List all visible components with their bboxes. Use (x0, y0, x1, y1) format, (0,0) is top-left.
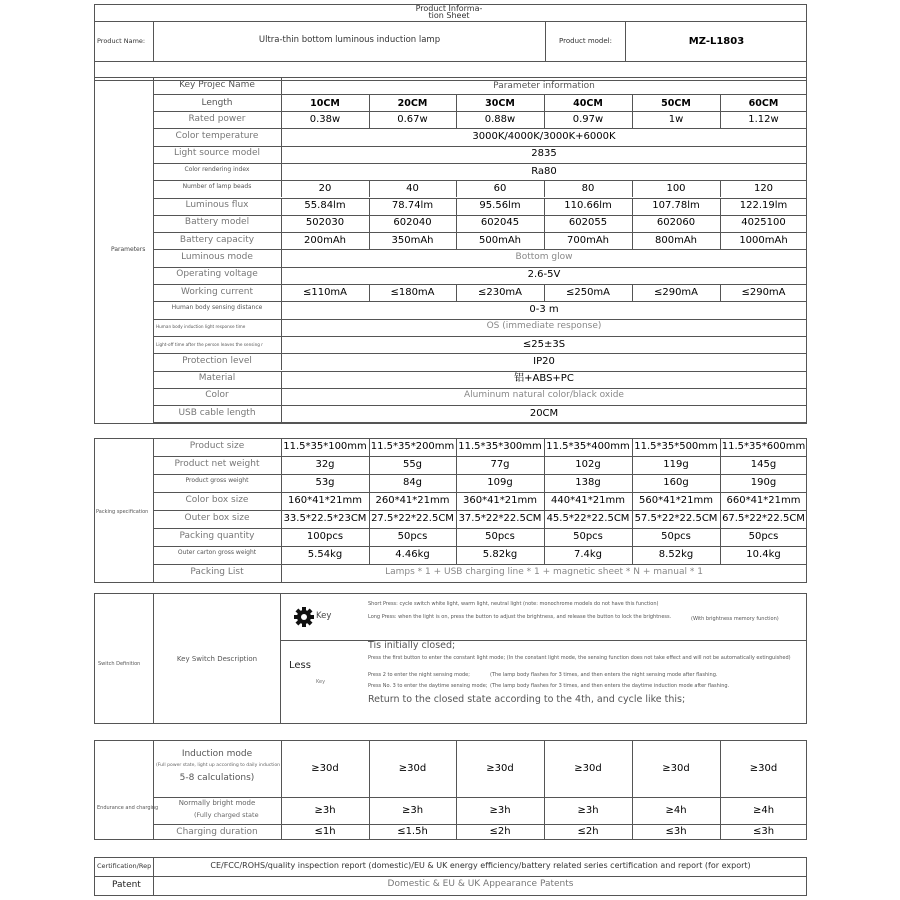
product-name-value: Ultra-thin bottom luminous induction lamp (258, 35, 441, 45)
endurance-value-cell: ≥30d (486, 762, 514, 774)
parameters-value-cell: ≤250mA (565, 286, 611, 298)
endurance-value-cell: ≥3h (577, 804, 599, 816)
packing-value-cell: 55g (402, 459, 423, 470)
parameters-value-cell: 800mAh (654, 234, 697, 246)
patent-label: Patent (112, 880, 141, 890)
parameters-row-label: Rated power (188, 113, 246, 124)
packing-row-label: Color box size (185, 495, 249, 505)
induction-mode-sub: (Full power state, light up according to daily induction (156, 763, 281, 768)
press2-text: Press 2 to enter the night sensing mode; (368, 672, 470, 678)
parameters-value-cell: 502030 (305, 217, 345, 229)
packing-value-cell: 11.5*35*200mm (370, 441, 455, 452)
long-press-text: Long Press: when the light is on, press the button to adjust the brightness, and release the button to lock the brightness. (368, 614, 672, 620)
parameters-value-cell: ≤230mA (477, 286, 523, 298)
endurance-value-cell: ≥30d (662, 762, 690, 774)
induction-mode-label: Induction mode (181, 749, 253, 759)
packing-value-cell: 7.4kg (573, 549, 603, 560)
parameters-value-cell: 0.67w (397, 113, 428, 125)
length-cell: 10CM (310, 98, 340, 109)
parameters-value-cell: 20 (318, 182, 332, 194)
memory-note: (With brightness memory function) (691, 616, 779, 622)
endurance-section-label: Endurance and charging (97, 805, 159, 811)
packing-value-cell: 560*41*21mm (638, 495, 714, 506)
parameters-value-cell: 55.84lm (304, 200, 346, 212)
page-title: Product Informa- tion Sheet (415, 4, 483, 20)
endurance-value-cell: ≥30d (398, 762, 427, 774)
parameters-value-cell: 122.19lm (739, 200, 788, 212)
packing-value-cell: 5.82kg (482, 549, 518, 560)
packing-value-cell: 4.46kg (395, 549, 430, 560)
length-cell: 30CM (485, 98, 515, 109)
packing-value-cell: 50pcs (573, 531, 603, 542)
packing-row-label: Product size (189, 441, 245, 451)
parameters-value-cell: 107.78lm (652, 200, 700, 212)
packing-value-cell: 53g (315, 477, 335, 488)
parameters-merged-value: 3000K/4000K/3000K+6000K (472, 130, 616, 142)
packing-row-label: Product net weight (174, 459, 260, 469)
length-cell: 40CM (573, 98, 603, 109)
packing-value-cell: 11.5*35*400mm (546, 441, 630, 452)
parameters-row-label: Color rendering index (184, 165, 250, 173)
press1-text: Press the first button to enter the constant light mode; (In the constant light mode, the sensing function does not take effect and will not be automatically extinguished) (368, 655, 791, 661)
key-label: Key (316, 611, 332, 621)
packing-value-cell: 119g (663, 459, 689, 470)
packing-row-label: Outer box size (184, 513, 250, 523)
parameters-row-label: Color temperature (175, 130, 259, 141)
parameters-value-cell: 350mAh (391, 234, 434, 246)
packing-row-label: Packing quantity (179, 531, 255, 541)
parameters-value-cell: 0.88w (484, 113, 516, 125)
packing-value-cell: 360*41*21mm (462, 495, 538, 506)
charging-duration-label: Charging duration (176, 827, 258, 837)
packing-value-cell: 109g (487, 477, 513, 488)
parameters-row-label: Protection level (182, 355, 252, 366)
packing-row-label: Product gross weight (185, 477, 249, 484)
packing-value-cell: 160g (663, 477, 689, 488)
parameters-value-cell: 602060 (656, 217, 696, 229)
parameters-value-cell: 200mAh (303, 234, 346, 246)
parameters-value-cell: 60 (493, 182, 507, 194)
parameters-value-cell: ≤110mA (302, 286, 348, 298)
return-note: Return to the closed state according to the 4th, and cycle like this; (368, 694, 686, 705)
parameters-value-cell: 80 (581, 182, 595, 194)
packing-value-cell: 32g (315, 459, 335, 470)
parameters-value-cell: 1.12w (748, 113, 779, 125)
parameters-merged-value: Aluminum natural color/black oxide (464, 390, 624, 401)
parameters-row-label: Light source model (173, 148, 261, 159)
parameters-value-cell: ≤290mA (741, 286, 786, 298)
initially-closed-text: Tis initially closed; (368, 640, 456, 651)
endurance-value-cell: ≤1.5h (397, 826, 428, 837)
packing-value-cell: 33.5*22.5*23CM (283, 513, 367, 524)
parameters-merged-value: Ra80 (531, 165, 557, 177)
product-name-label: Product Name: (97, 37, 146, 45)
endurance-value-cell: ≥3h (489, 804, 511, 816)
packing-value-cell: 11.5*35*600mm (721, 441, 806, 452)
parameters-merged-value: 2835 (531, 148, 557, 160)
parameters-value-cell: 95.56lm (479, 200, 521, 212)
switch-section-label: Switch Definition (98, 661, 141, 667)
endurance-value-cell: ≥4h (752, 804, 775, 816)
less-key-sub: Key (316, 679, 326, 685)
length-cell: 20CM (397, 98, 428, 109)
parameters-value-cell: 0.38w (309, 113, 341, 125)
packing-value-cell: 138g (575, 477, 601, 488)
packing-value-cell: 57.5*22*22.5CM (634, 513, 718, 524)
parameters-section-label: Parameters (111, 246, 146, 253)
col-header-name: Key Projec Name (179, 80, 255, 90)
packing-value-cell: 50pcs (661, 531, 691, 542)
parameters-value-cell: 120 (753, 182, 774, 194)
parameters-value-cell: ≤290mA (653, 286, 699, 298)
product-model-label: Product model: (559, 37, 612, 45)
parameters-value-cell: 602040 (393, 217, 432, 229)
parameters-value-cell: 100 (666, 182, 686, 194)
packing-value-cell: 10.4kg (746, 549, 781, 560)
packing-value-cell: 77g (490, 459, 510, 470)
packing-value-cell: 145g (750, 459, 777, 470)
parameters-row-label: Battery capacity (179, 234, 255, 245)
bright-mode-label: Normally bright mode (178, 799, 256, 807)
certification-value: CE/FCC/ROHS/quality inspection report (domestic)/EU & UK energy efficiency/battery related series certification and report (for export) (210, 861, 751, 870)
parameters-value-cell: 1000mAh (739, 234, 788, 246)
parameters-merged-value: 0-3 m (529, 303, 559, 315)
packing-value-cell: 50pcs (397, 531, 428, 542)
packing-value-cell: 260*41*21mm (375, 495, 450, 506)
endurance-value-cell: ≥30d (749, 762, 778, 774)
endurance-value-cell: ≤3h (665, 826, 687, 837)
product-model-value: MZ-L1803 (688, 36, 745, 47)
parameters-merged-value: 20CM (529, 407, 559, 419)
parameters-value-cell: 1w (668, 113, 684, 125)
packing-value-cell: 5.54kg (307, 549, 343, 560)
parameters-value-cell: ≤180mA (390, 286, 435, 298)
parameters-row-label: Human body induction light response time (156, 324, 246, 330)
induction-mode-sub2: 5-8 calculations) (179, 773, 255, 783)
bright-mode-sub: (Fully charged state (194, 811, 259, 819)
gear-icon (293, 606, 315, 628)
parameters-value-cell: 602045 (480, 217, 520, 229)
parameters-value-cell: 0.97w (572, 113, 604, 125)
endurance-value-cell: ≥4h (665, 804, 687, 816)
press3-text: Press No. 3 to enter the daytime sensing mode; (368, 683, 488, 689)
parameters-row-label: Material (198, 373, 236, 384)
packing-row-label: Packing List (190, 567, 244, 577)
length-label: Length (201, 98, 233, 108)
key-switch-description: Key Switch Description (176, 655, 258, 663)
parameters-value-cell: 602055 (568, 217, 608, 229)
packing-value-cell: 8.52kg (658, 549, 694, 560)
packing-value-cell: 67.5*22*22.5CM (722, 513, 805, 524)
packing-value-cell: 660*41*21mm (726, 495, 801, 506)
parameters-merged-value: OS (immediate response) (486, 321, 602, 332)
length-cell: 50CM (661, 98, 691, 109)
parameters-merged-value: IP20 (533, 355, 555, 367)
packing-value-cell: 11.5*35*100mm (283, 441, 367, 452)
parameters-row-label: Working current (180, 286, 254, 297)
parameters-value-cell: 500mAh (478, 234, 521, 246)
parameters-row-label: Luminous flux (185, 200, 249, 211)
press2-note: (The lamp body flashes for 3 times, and then enters the night sensing mode after flashing. (490, 672, 718, 678)
packing-value-cell: 11.5*35*500mm (634, 441, 718, 452)
parameters-value-cell: 40 (406, 182, 419, 194)
parameters-row-label: Number of lamp beads (182, 182, 252, 190)
packing-value-cell: 84g (402, 477, 423, 488)
parameters-value-cell: 700mAh (566, 234, 609, 246)
packing-value-cell: 440*41*21mm (550, 495, 626, 506)
parameters-row-label: Light-off time after the person leaves the sensing r (156, 341, 263, 347)
parameters-row-label: Human body sensing distance (171, 303, 263, 311)
packing-value-cell: 37.5*22*22.5CM (458, 513, 542, 524)
endurance-value-cell: ≥3h (401, 804, 424, 816)
endurance-value-cell: ≤3h (752, 826, 775, 837)
length-cell: 60CM (748, 98, 779, 109)
short-press-text: Short Press: cycle switch white light, warm light, neutral light (note: monochrome models do not have this function) (368, 601, 659, 607)
parameters-merged-value: 2.6-5V (527, 269, 561, 281)
endurance-value-cell: ≤1h (314, 826, 336, 837)
parameters-value-cell: 110.66lm (564, 200, 612, 212)
parameters-value-cell: 4025100 (741, 217, 786, 229)
endurance-value-cell: ≥3h (314, 804, 336, 816)
parameters-row-label: Battery model (184, 217, 250, 228)
packing-value-cell: 190g (750, 477, 777, 488)
endurance-value-cell: ≥30d (311, 762, 339, 774)
packing-value-cell: 27.5*22*22.5CM (371, 513, 454, 524)
packing-section-label: Packing specification (96, 509, 149, 515)
col-header-info: Parameter information (493, 81, 595, 91)
parameters-row-label: Luminous mode (181, 252, 253, 263)
parameters-merged-value: Bottom glow (515, 252, 573, 263)
parameters-merged-value: 铝+ABS+PC (514, 373, 574, 385)
endurance-value-cell: ≤2h (489, 826, 511, 837)
parameters-value-cell: 78.74lm (391, 200, 434, 212)
parameters-row-label: Operating voltage (176, 269, 258, 280)
packing-value-cell: 102g (575, 459, 601, 470)
patent-value: Domestic & EU & UK Appearance Patents (387, 879, 574, 889)
product-information-sheet (94, 4, 807, 896)
parameters-row-label: Color (205, 390, 229, 401)
endurance-value-cell: ≤2h (577, 826, 599, 837)
packing-merged-value: Lamps * 1 + USB charging line * 1 + magnetic sheet * N + manual * 1 (385, 567, 703, 577)
packing-value-cell: 160*41*21mm (287, 495, 363, 506)
endurance-value-cell: ≥30d (574, 762, 602, 774)
press3-note: (The lamp body flashes for 3 times, and then enters the daytime induction mode after flashing. (490, 683, 730, 689)
certification-label: Certification/Rep (97, 862, 152, 870)
packing-value-cell: 45.5*22*22.5CM (546, 513, 630, 524)
packing-value-cell: 100pcs (306, 531, 344, 542)
packing-row-label: Outer carton gross weight (177, 549, 257, 556)
parameters-row-label: USB cable length (178, 407, 256, 418)
packing-value-cell: 50pcs (748, 531, 779, 542)
packing-value-cell: 50pcs (485, 531, 515, 542)
packing-value-cell: 11.5*35*300mm (458, 441, 542, 452)
parameters-merged-value: ≤25±3S (522, 338, 566, 350)
less-label: Less (289, 660, 311, 671)
